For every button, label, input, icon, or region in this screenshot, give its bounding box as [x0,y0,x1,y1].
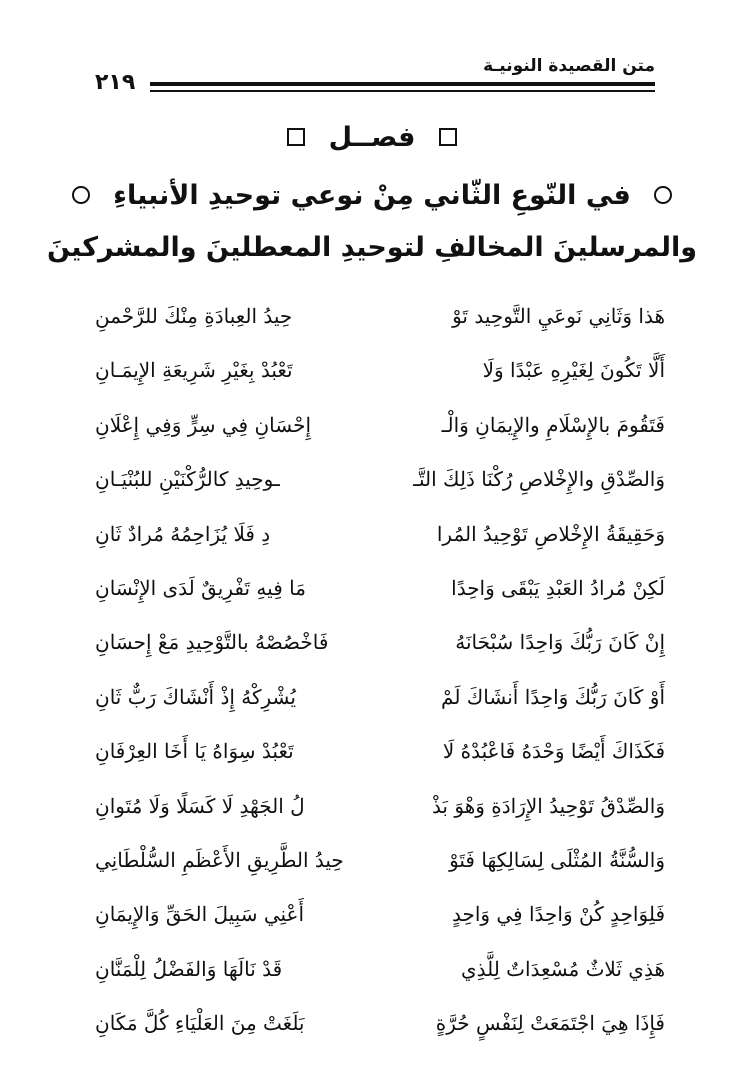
section-heading [0,122,744,153]
verse-second-hemistich: أَعْنِي سَبِيلَ الحَقِّ وَالإِيمَانِ [95,902,305,927]
verse-line [95,350,665,404]
square-ornament-icon [287,128,305,146]
circle-ornament-icon [654,186,672,204]
subtitle-text-2: والمرسلينَ المخالفِ لتوحيدِ المعطلينَ والمشركينَ [46,232,698,263]
verse-first-hemistich: وَحَقِيقَةُ الإِخْلاصِ تَوْحِيدُ المُرا [436,521,665,546]
verse-first-hemistich: فَلِوَاحِدٍ كُنْ وَاحِدًا فِي وَاحِدٍ [451,902,665,927]
verse-first-hemistich: وَالسُّنَّةُ المُثْلَى لِسَالِكِهَا فَتَوْ [449,847,665,872]
subtitle-text-1: في النّوعِ الثّاني مِنْ نوعي توحيدِ الأنبياءِ [113,180,631,211]
circle-ornament-icon [72,186,90,204]
square-ornament-icon [439,128,457,146]
header-rule-thick [150,82,655,86]
verse-second-hemistich: مَا فِيهِ تَفْرِيقٌ لَدَى الإِنْسَانِ [95,575,306,600]
verse-second-hemistich: لُ الجَهْدِ لَا كَسَلًا وَلَا مُتَوانِ [95,793,305,818]
section-subtitle-line2 [0,232,744,263]
verse-line [95,677,665,731]
section-subtitle-line1 [0,180,744,211]
verse-first-hemistich: أَلَّا تَكُونَ لِغَيْرِهِ عَبْدًا وَلَا [482,358,665,383]
poem-verses [95,296,665,1057]
verse-first-hemistich: وَالصِّدْقُ تَوْحِيدُ الإِرَادَةِ وَهْوَ بَذْ [431,793,665,818]
verse-second-hemistich: دِ فَلَا يُزَاحِمُهُ مُرادٌ ثَانِ [95,521,271,546]
verse-second-hemistich: إِحْسَانِ فِي سِرٍّ وَفِي إِعْلَانِ [95,412,311,437]
verse-first-hemistich: إِنْ كَانَ رَبُّكَ وَاحِدًا سُبْحَانَهُ [455,630,665,655]
verse-second-hemistich: قَدْ نَالَهَا وَالفَضْلُ لِلْمَنَّانِ [95,956,283,981]
verse-first-hemistich: هَذا وَثَانِي نَوعَيِ التَّوحِيد تَوْ [452,304,665,328]
verse-first-hemistich: فَكَذَاكَ أَيْضًا وَحْدَهُ فَاعْبُدْهُ لَا [442,739,665,764]
verse-first-hemistich: هَذِي ثَلاثٌ مُسْعِدَاتٌ لِلَّذِي [460,956,665,981]
verse-second-hemistich: يُشْرِكْهُ إِذْ أَنْشَاكَ رَبٌّ ثَانِ [95,684,296,709]
verse-line [95,840,665,894]
verse-line [95,459,665,513]
verse-second-hemistich: بَلَغَتْ مِنَ العَلْيَاءِ كُلَّ مَكَانِ [95,1011,305,1036]
page-number: ٢١٩ [95,70,136,95]
verse-first-hemistich: فَتَقُومَ بالإِسْلَامِ والإِيمَانِ وَالْـ [441,412,665,437]
verse-second-hemistich: ـوحِيدِ كالرُّكْنَيْنِ للبُنْيَـانِ [95,467,280,492]
running-header [95,56,655,96]
verse-line [95,514,665,568]
verse-second-hemistich: حِيدُ العِبادَةِ مِنْكَ للرَّحْمنِ [95,304,293,328]
verse-line [95,405,665,459]
verse-first-hemistich: فَإِذَا هِيَ اجْتَمَعَتْ لِنَفْسٍ حُرَّةٍ [435,1011,665,1036]
verse-line [95,786,665,840]
verse-second-hemistich: تَعْبُدْ بِغَيْرِ شَرِيعَةِ الإِيمَـانِ [95,358,293,383]
verse-line [95,731,665,785]
verse-line [95,894,665,948]
verse-line [95,949,665,1003]
verse-line [95,296,665,350]
verse-second-hemistich: تَعْبُدْ سِوَاهُ يَا أَخَا العِرْفَانِ [95,739,294,764]
verse-first-hemistich: أَوْ كَانَ رَبُّكَ وَاحِدًا أَنشَاكَ لَمْ [441,684,665,709]
section-title: فصــل [328,122,416,153]
verse-line [95,1003,665,1057]
verse-first-hemistich: لَكِنْ مُرادُ العَبْدِ يَبْقَى وَاحِدًا [451,575,665,600]
book-title: متن القصيدة النونيـة [483,56,655,76]
verse-second-hemistich: فَاخْصُصْهُ بالتَّوْحِيدِ مَعْ إِحسَانِ [95,630,329,655]
header-rule-thin [150,90,655,92]
verse-second-hemistich: حِيدُ الطَّرِيقِ الأَعْظَمِ السُّلْطَانِي [95,847,344,872]
verse-first-hemistich: وَالصِّدْقِ والإِخْلاصِ رُكْنَا ذَلِكَ التَّـ [413,467,665,492]
verse-line [95,622,665,676]
verse-line [95,568,665,622]
